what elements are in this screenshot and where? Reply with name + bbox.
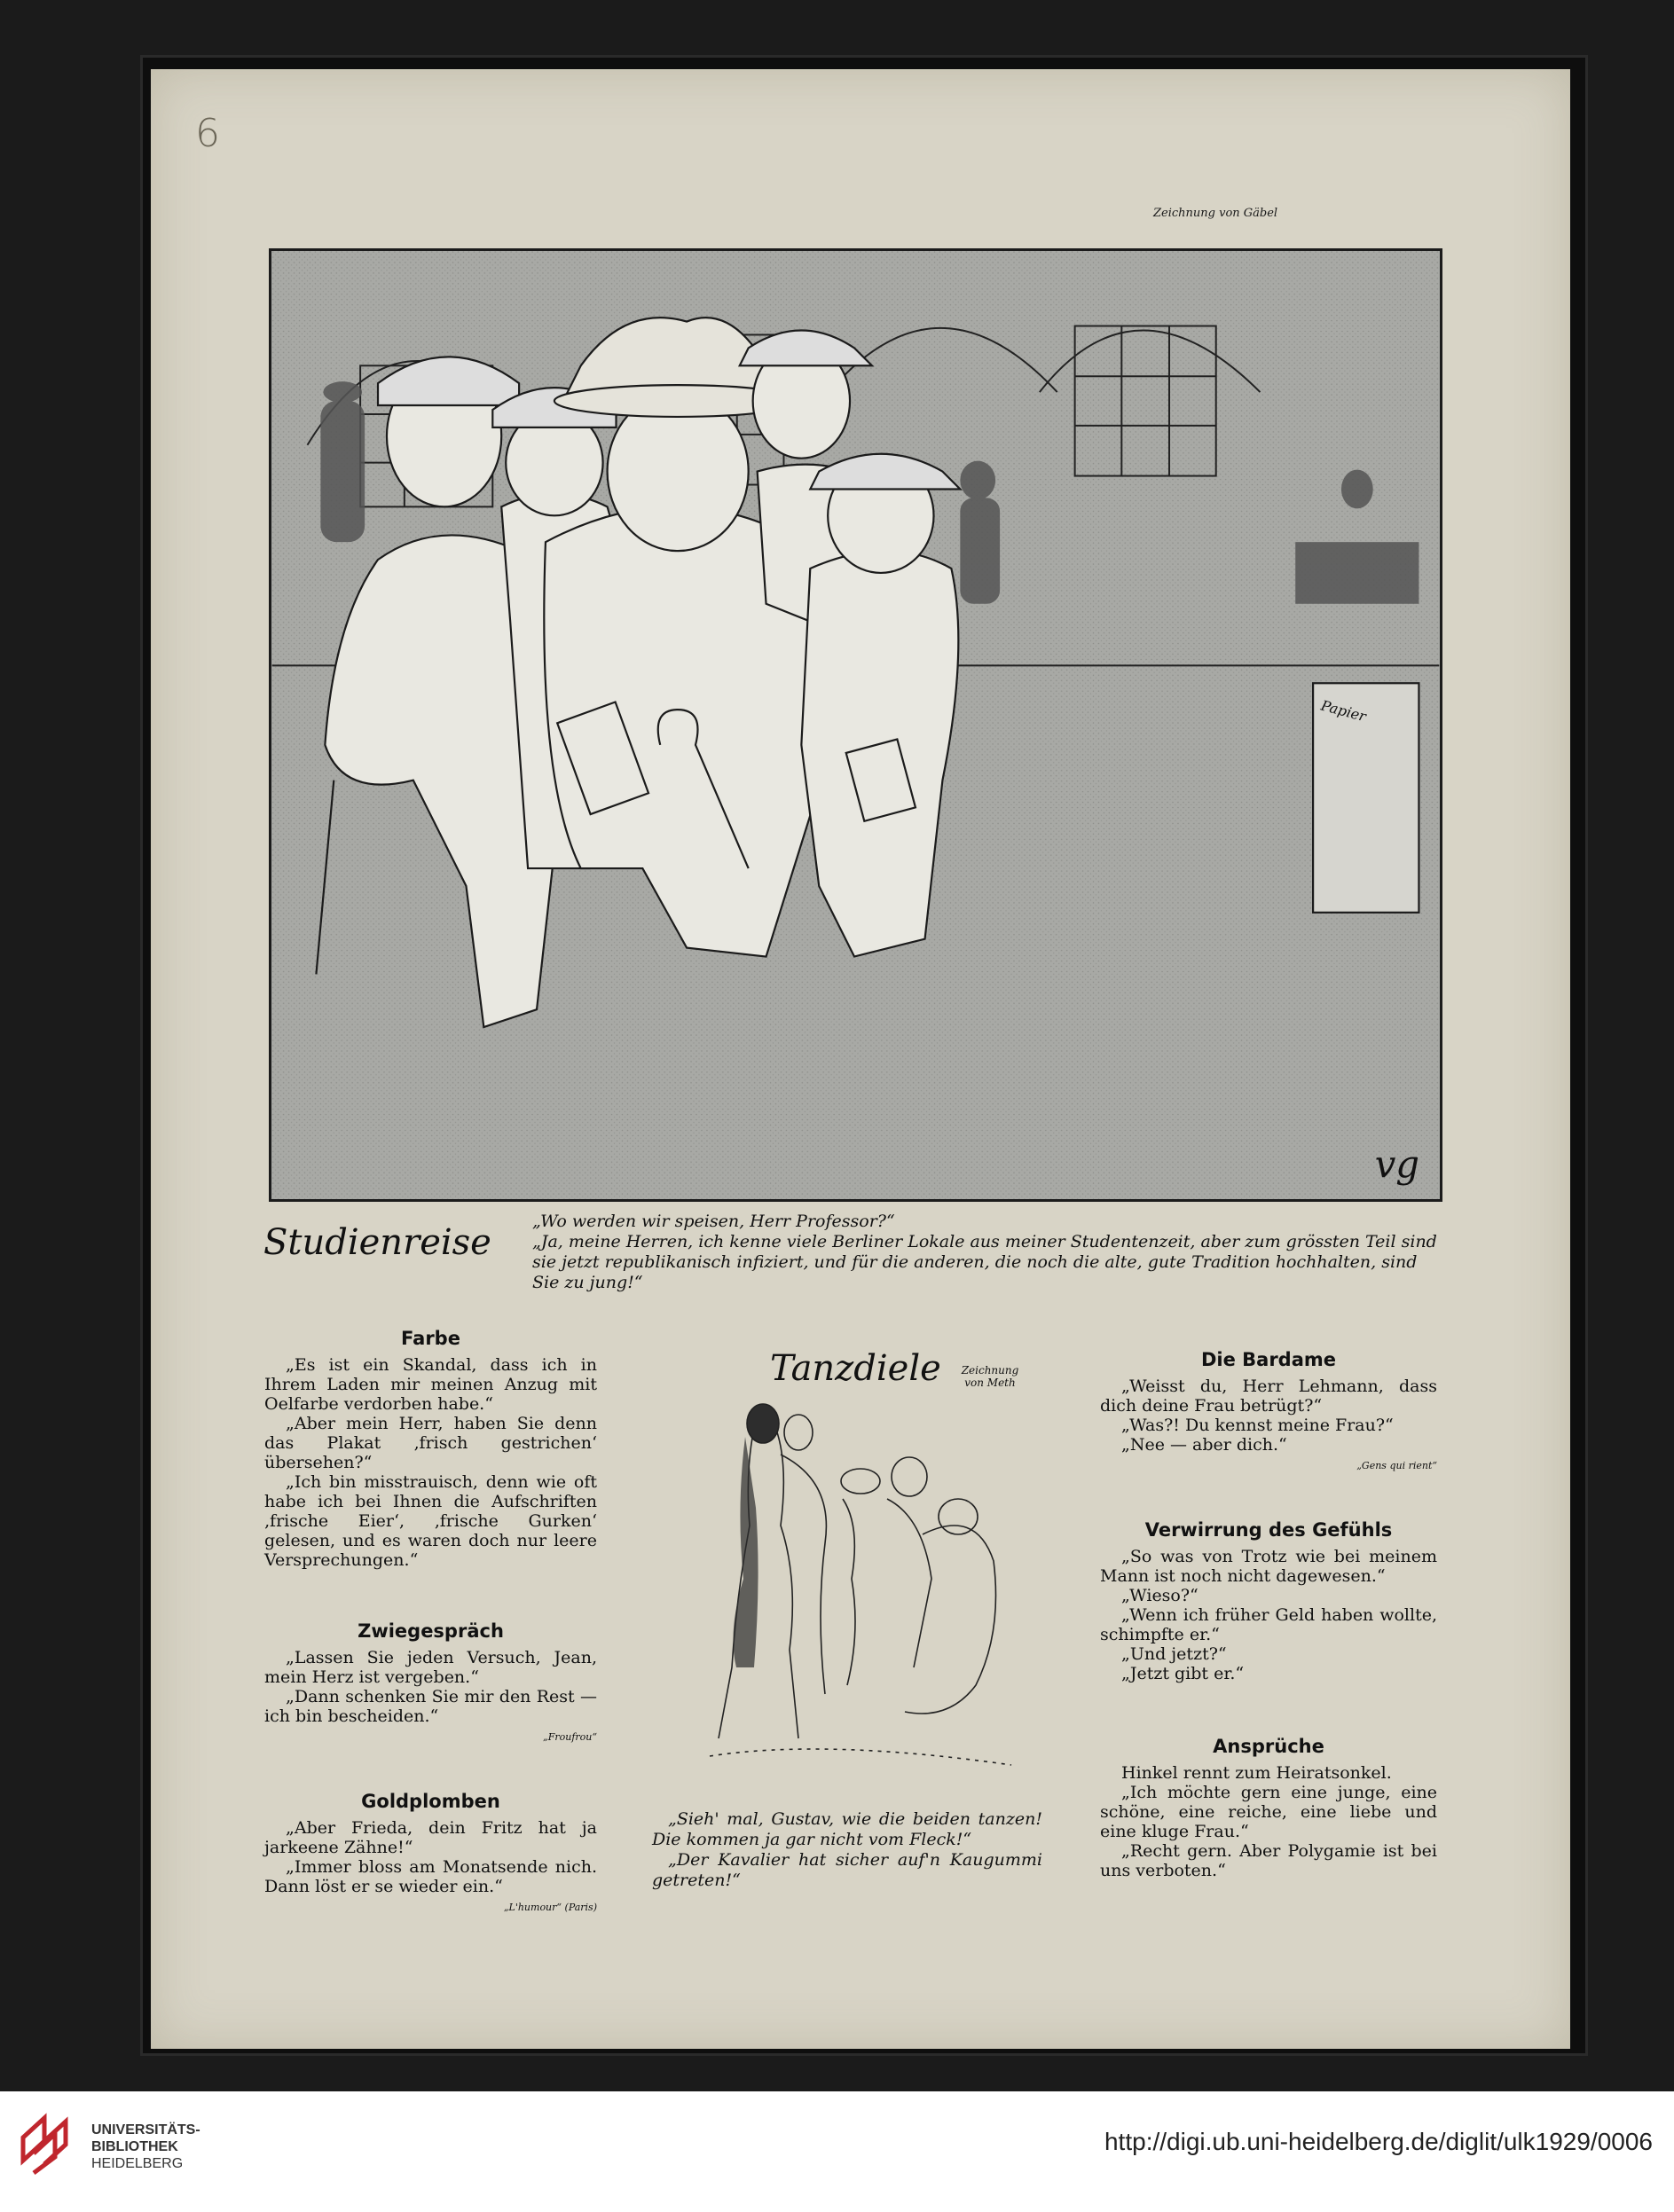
cartoon-credit: Zeichnung von Gäbel <box>1153 207 1278 220</box>
zwiegespraech-title: Zwiegespräch <box>358 1620 504 1642</box>
studienreise-title: Studienreise <box>263 1222 491 1263</box>
paragraph: „Recht gern. Aber Polygamie ist bei uns verboten.“ <box>1100 1841 1437 1880</box>
paragraph: „Lassen Sie jeden Versuch, Jean, mein Herz ist vergeben.“ <box>264 1648 597 1687</box>
paragraph: Hinkel rennt zum Heiratsonkel. <box>1121 1763 1392 1783</box>
paragraph: „Was?! Du kennst meine Frau?“ <box>1121 1416 1394 1435</box>
bardame-article <box>1100 1350 1437 1476</box>
ansprueche-article <box>1100 1737 1437 1880</box>
goldplomben-title: Goldplomben <box>361 1791 500 1812</box>
source-credit: „Gens qui rient“ <box>1356 1460 1437 1471</box>
caption-line: „Ja, meine Herren, ich kenne viele Berliner Lokale aus meiner Studentenzeit, aber zum grössten Teil sind sie jetzt republikanisch infiziert, und für die anderen, die noch die alte, gute Tradition hochhalten, sind Sie zu jung!“ <box>532 1232 1437 1292</box>
goldplomben-article <box>264 1792 597 1918</box>
farbe-article <box>264 1329 597 1570</box>
tanzdiele-title: Tanzdiele <box>770 1348 941 1389</box>
paragraph: „Ich möchte gern eine junge, eine schöne, eine reiche, eine liebe und eine kluge Frau.“ <box>1100 1783 1437 1841</box>
artist-signature: vg <box>1374 1142 1420 1187</box>
permalink-url[interactable]: http://digi.ub.uni-heidelberg.de/diglit/ulk1929/0006 <box>1104 2128 1653 2155</box>
zwiegespraech-article <box>264 1621 597 1747</box>
caption-line: „Wo werden wir speisen, Herr Professor?“ <box>532 1212 895 1231</box>
right-column <box>1100 1350 1437 1932</box>
page-number: 6 <box>195 111 220 156</box>
verwirrung-article <box>1100 1520 1437 1683</box>
farbe-title: Farbe <box>401 1328 460 1349</box>
tanzdiele-drawing <box>692 1401 1029 1792</box>
tanzdiele-caption <box>652 1809 1042 1891</box>
paragraph: „Ich bin misstrauisch, denn wie oft habe ich bei Ihnen die Aufschriften ‚frische Eier‘, ‚frische Gurken‘ gelesen, und es waren doch nur leere Versprechungen.“ <box>264 1472 597 1570</box>
studienreise-caption <box>532 1212 1437 1293</box>
library-name-line: HEIDELBERG <box>91 2156 184 2171</box>
paragraph: „Aber Frieda, dein Fritz hat ja jarkeene Zähne!“ <box>264 1818 597 1857</box>
source-credit: „Froufrou“ <box>543 1731 597 1743</box>
credit-line: von Meth <box>964 1377 1016 1389</box>
source-credit: „L'humour“ (Paris) <box>503 1902 597 1913</box>
paragraph: „Wieso?“ <box>1121 1586 1199 1605</box>
paragraph: „Jetzt gibt er.“ <box>1121 1664 1245 1683</box>
paragraph: „Dann schenken Sie mir den Rest — ich bin bescheiden.“ <box>264 1687 597 1726</box>
paragraph: „Nee — aber dich.“ <box>1121 1435 1287 1455</box>
paragraph: „Aber mein Herr, haben Sie denn das Plakat ‚frisch gestrichen‘ übersehen?“ <box>264 1414 597 1472</box>
caption-line: „Sieh' mal, Gustav, wie die beiden tanzen! Die kommen ja gar nicht vom Fleck!“ <box>652 1809 1042 1849</box>
paragraph: „Immer bloss am Monatsende nich. Dann löst er se wieder ein.“ <box>264 1857 597 1896</box>
paragraph: „Es ist ein Skandal, dass ich in Ihrem Laden mir meinen Anzug mit Oelfarbe verdorben habe.“ <box>264 1355 597 1414</box>
library-logo-icon <box>18 2111 82 2175</box>
verwirrung-title: Verwirrung des Gefühls <box>1144 1519 1393 1541</box>
paragraph: „Und jetzt?“ <box>1121 1644 1227 1664</box>
cartoon-drawing <box>271 251 1440 1199</box>
bardame-title: Die Bardame <box>1200 1349 1337 1370</box>
digitization-footer <box>0 2091 1674 2212</box>
tanzdiele-credit <box>955 1364 1026 1389</box>
bin-label: Papier <box>1319 696 1368 726</box>
ansprueche-title: Ansprüche <box>1213 1736 1324 1757</box>
paragraph: „So was von Trotz wie bei meinem Mann ist noch nicht dagewesen.“ <box>1100 1547 1437 1586</box>
library-name <box>91 2122 200 2172</box>
caption-line: „Der Kavalier hat sicher auf'n Kaugummi getreten!“ <box>652 1850 1042 1890</box>
library-name-line: UNIVERSITÄTS- <box>91 2122 200 2137</box>
dance-sketch <box>692 1401 1029 1792</box>
paragraph: „Weisst du, Herr Lehmann, dass dich deine Frau betrügt?“ <box>1100 1377 1437 1416</box>
library-name-line: BIBLIOTHEK <box>91 2139 178 2154</box>
left-column <box>264 1329 597 1969</box>
paragraph: „Wenn ich früher Geld haben wollte, schimpfte er.“ <box>1100 1605 1437 1644</box>
studienreise-cartoon <box>269 248 1442 1202</box>
credit-line: Zeichnung <box>961 1364 1019 1377</box>
